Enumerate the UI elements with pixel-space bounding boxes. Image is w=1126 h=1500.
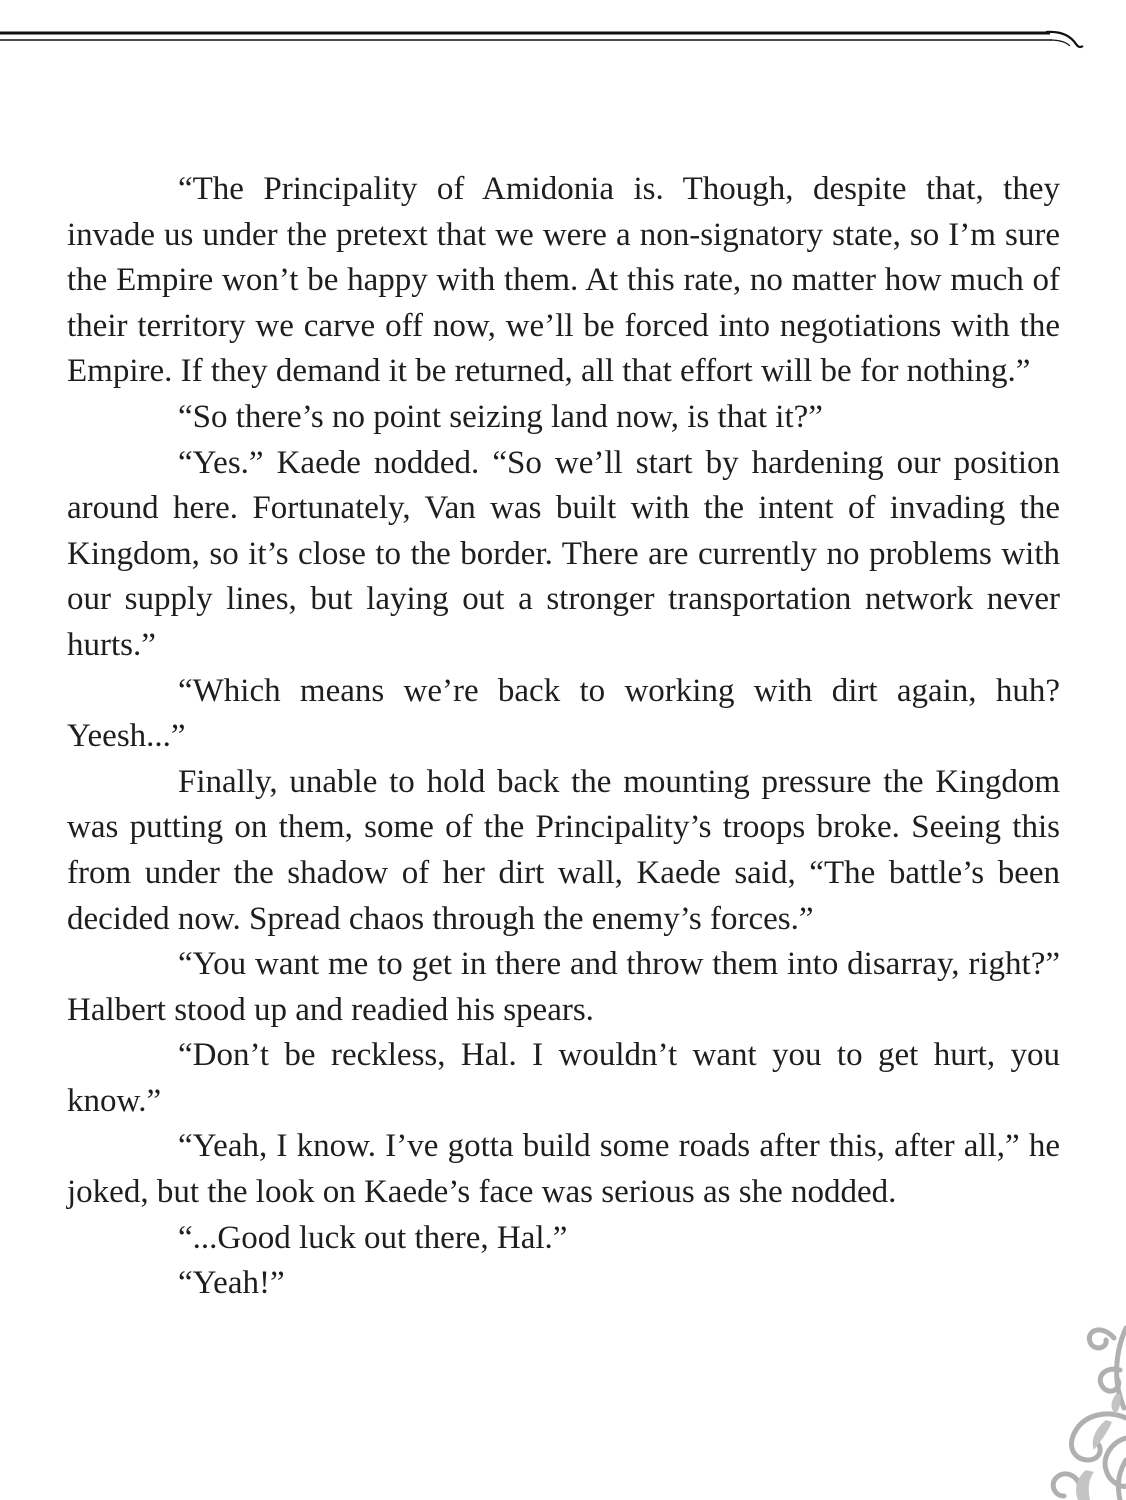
- paragraph: “You want me to get in there and throw them into disarray, right?” Halbert stood up and readied his spears.: [67, 946, 1060, 1028]
- paragraph: “Don’t be reckless, Hal. I wouldn’t want you to get hurt, you know.”: [67, 1037, 1060, 1119]
- paragraph: “Yeah, I know. I’ve gotta build some roads after this, after all,” he joked, but the look on Kaede’s face was serious as she nodded.: [67, 1128, 1060, 1211]
- paragraph: “Which means we’re back to working with dirt again, huh? Yeesh...”: [67, 672, 1060, 755]
- paragraph: Finally, unable to hold back the mounting pressure the Kingdom was putting on them, some of the Principality’s troops broke. Seeing this from under the shadow of her dirt wall, Kaede said, “The battle’s been decided now. Spread chaos through the enemy’s forces.”: [67, 763, 1060, 937]
- paragraph: “...Good luck out there, Hal.”: [178, 1219, 568, 1256]
- header-rule-decoration: [0, 22, 1126, 62]
- paragraph: “Yeah!”: [178, 1265, 285, 1302]
- corner-scroll-ornament-icon: [1016, 1310, 1126, 1500]
- paragraph: “So there’s no point seizing land now, is that it?”: [178, 398, 823, 435]
- paragraph: “Yes.” Kaede nodded. “So we’ll start by hardening our position around here. Fortunately, Van was built with the intent of invading the Kingdom, so it’s close to the border. There are currently no problems with our supply lines, but laying out a stronger transportation network never hurts.”: [67, 444, 1060, 663]
- page-body-text: [67, 167, 1060, 1307]
- paragraph: “The Principality of Amidonia is. Though, despite that, they invade us under the pretext that we were a non-signatory state, so I’m sure the Empire won’t be happy with them. At this rate, no matter how much of their territory we carve off now, we’ll be forced into negotiations with the Empire. If they demand it be returned, all that effort will be for nothing.”: [67, 171, 1060, 390]
